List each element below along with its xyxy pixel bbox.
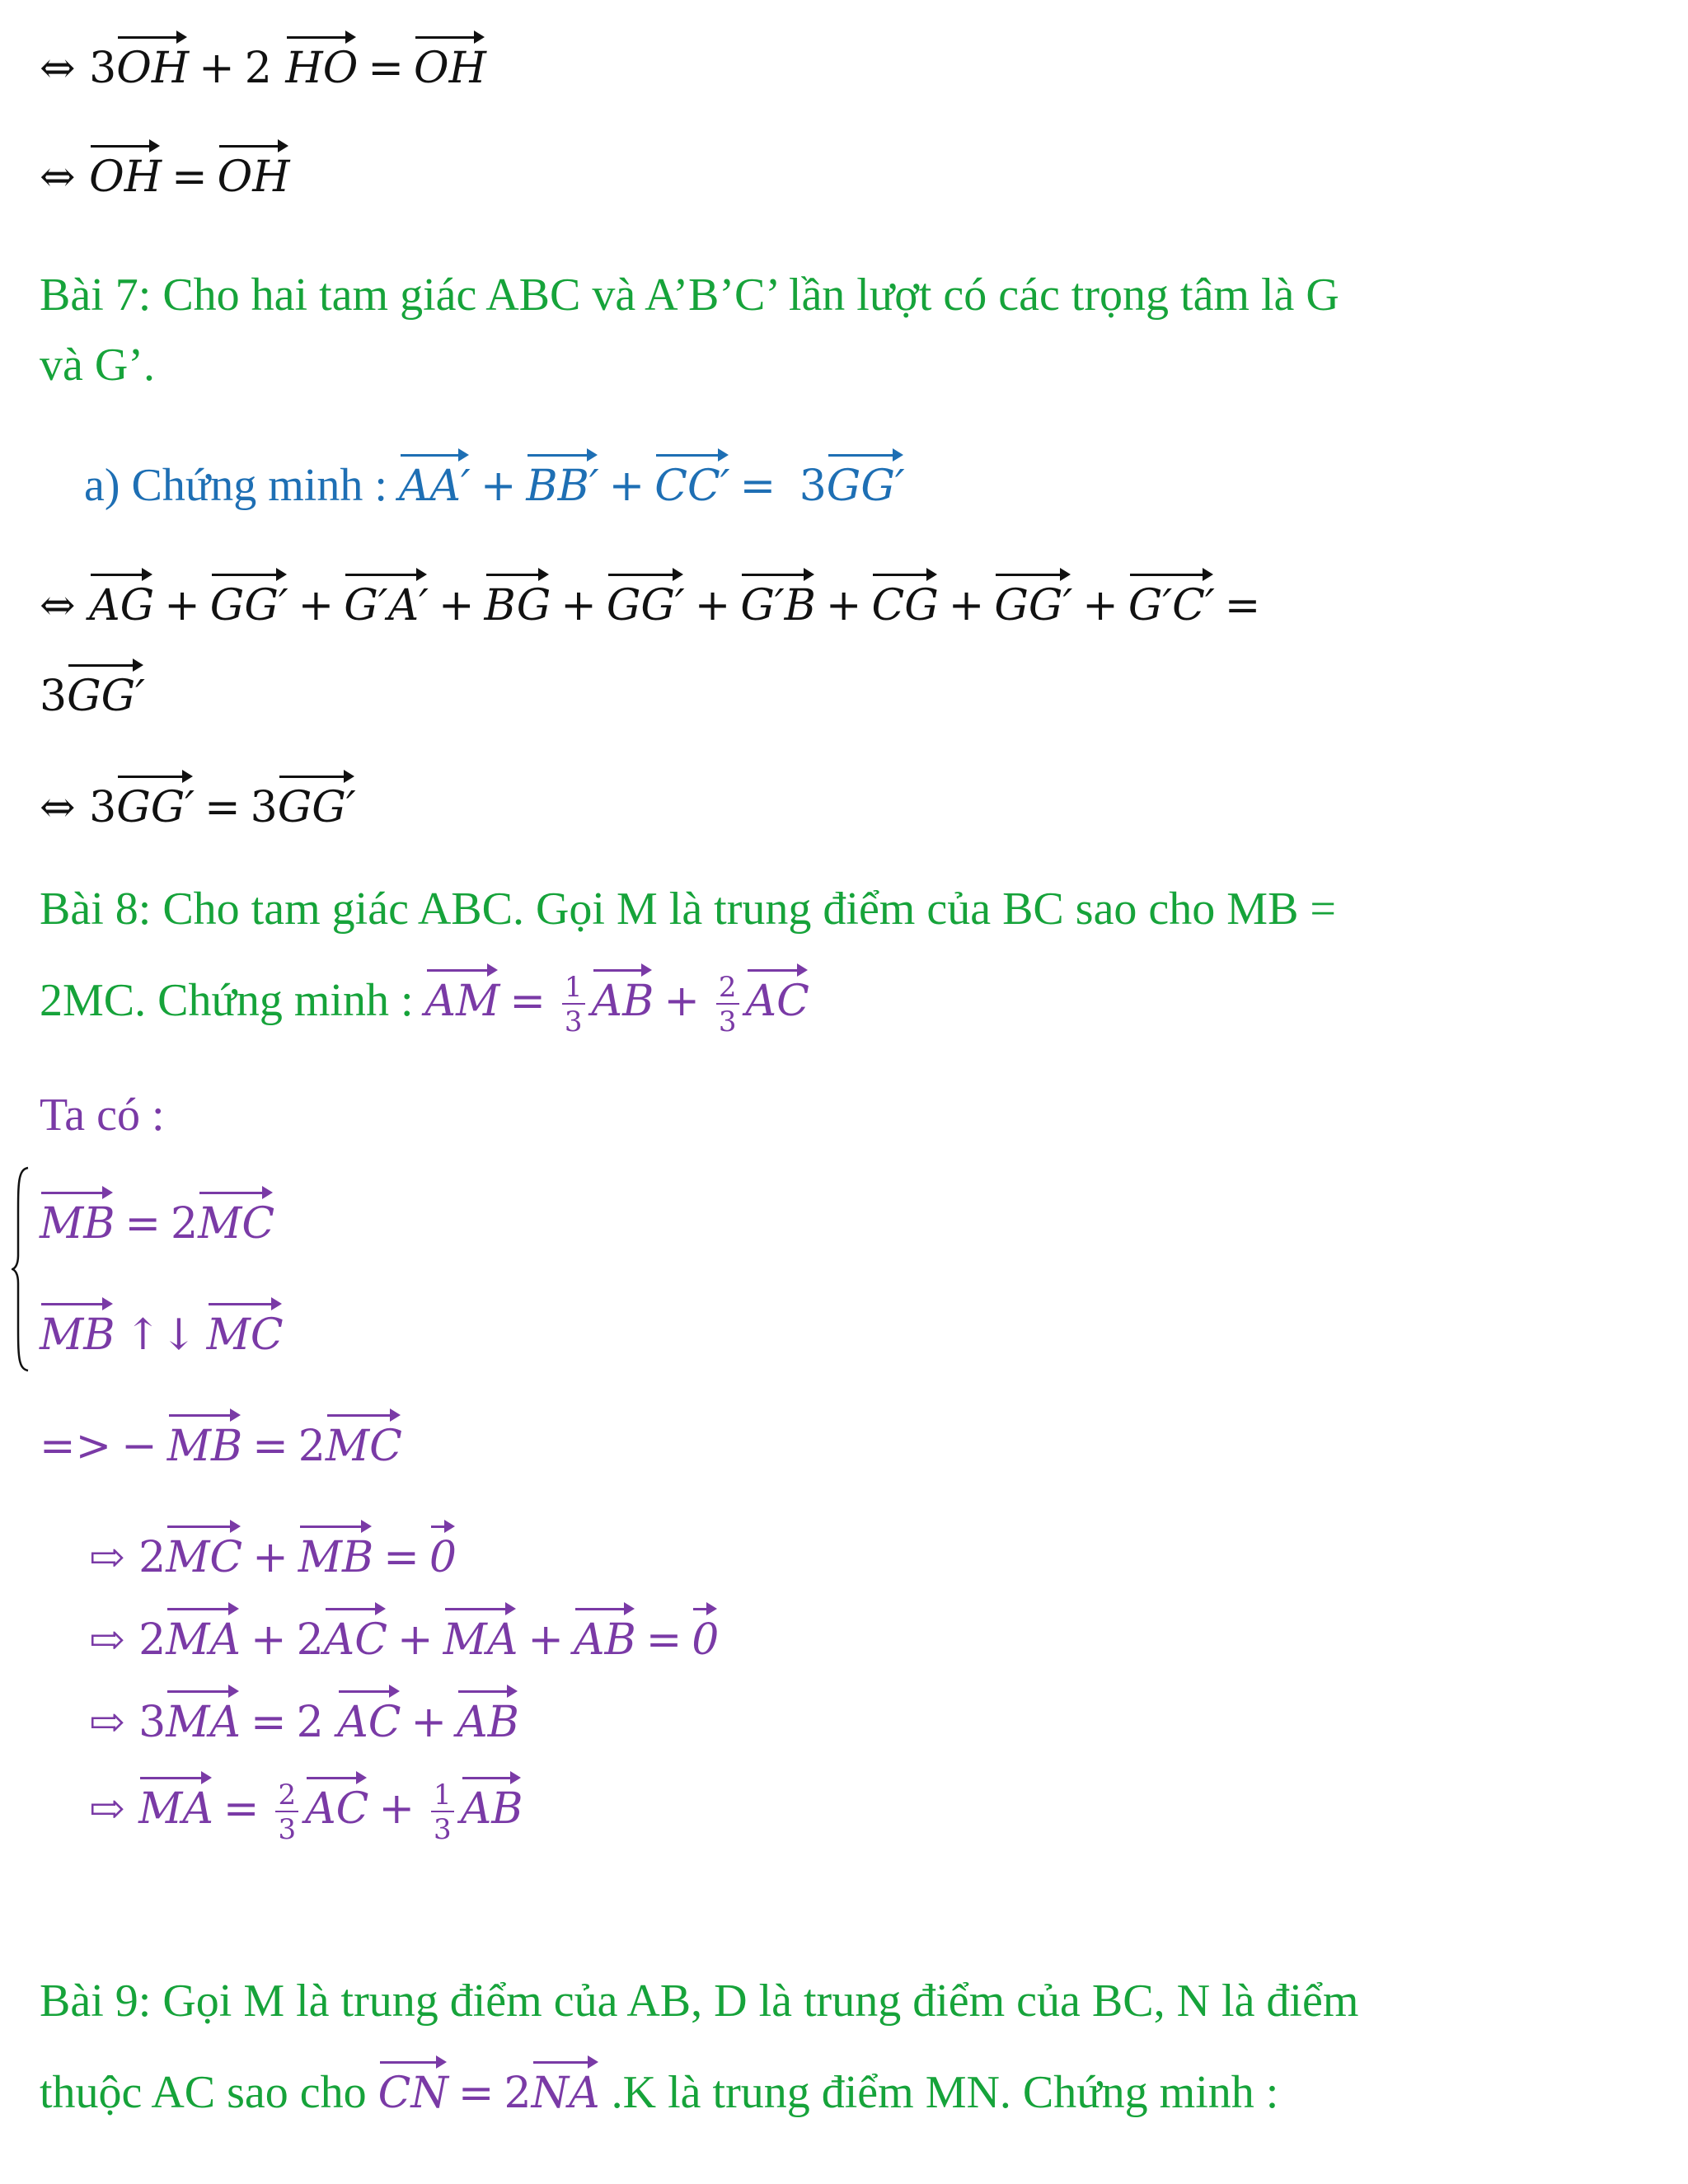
vector-oh: OH: [116, 31, 189, 94]
vector-ac: AC: [337, 1685, 401, 1748]
bai9-label-end: .K là trung điểm MN. Chứng minh :: [599, 2067, 1279, 2118]
step-1: ⇨ 2MC + MB = 0: [89, 1521, 457, 1583]
vector-mb: MB: [40, 1187, 115, 1249]
implies-symbol: =>: [40, 1422, 112, 1471]
vector-zero: 0: [429, 1521, 457, 1583]
vector-ma: MA: [166, 1685, 241, 1748]
vector-mc: MC: [326, 1409, 402, 1472]
equation-sum-cont: 3GG′: [40, 659, 145, 722]
bai7-title-cont: và G’.: [40, 340, 155, 391]
fraction-one-third: $\frac{1}{3}$: [562, 973, 585, 1036]
system-brace: [12, 1166, 30, 1372]
system-line-2: [40, 1298, 284, 1361]
fraction-one-third: $\frac{1}{3}$: [431, 1781, 454, 1844]
vector-mc: MC: [166, 1521, 242, 1583]
vector-gg: GG′: [607, 569, 685, 631]
fraction-two-thirds: $\frac{2}{3}$: [275, 1781, 298, 1844]
vector-aa: AA′: [399, 449, 471, 512]
vector-ab: AB: [592, 964, 654, 1027]
vector-mb: MB: [167, 1409, 242, 1472]
vector-cc: CC′: [654, 449, 729, 512]
bai8-title: Bài 8: Cho tam giác ABC. Gọi M là trung điểm của BC sao cho MB =: [40, 883, 1337, 935]
step-3: ⇨ 3MA = 2 AC + AB: [89, 1685, 519, 1748]
bai9-title-cont: thuộc AC sao cho CN = 2NA .K là trung điểm MN. Chứng minh :: [40, 2056, 1278, 2121]
vector-gg: GG′: [67, 659, 145, 722]
vector-gg: GG′: [278, 771, 356, 833]
vector-ga: G′A′: [344, 569, 429, 631]
vector-gb: G′B: [740, 569, 816, 631]
vector-gg: GG′: [994, 569, 1072, 631]
vector-gg: GG′: [827, 449, 905, 512]
vector-cg: CG: [871, 569, 938, 631]
vector-oh: OH: [218, 140, 290, 203]
vector-na: NA: [532, 2056, 600, 2119]
ta-co: Ta có :: [40, 1090, 165, 1141]
bai9-label: thuộc AC sao cho: [40, 2067, 378, 2118]
vector-oh: OH: [89, 140, 162, 203]
vector-mc: MC: [207, 1298, 284, 1361]
vector-oh: OH: [414, 31, 486, 94]
system-line-1: MB = 2MC: [40, 1187, 274, 1249]
vector-ma: MA: [138, 1772, 213, 1835]
vector-am: AM: [425, 964, 500, 1027]
vector-ac: AC: [746, 964, 809, 1027]
vector-ab: AB: [457, 1685, 519, 1748]
vector-ho: HO: [285, 31, 358, 94]
vector-cn: CN: [378, 2056, 448, 2119]
vector-ma: MA: [166, 1603, 241, 1666]
vector-ac: AC: [324, 1603, 387, 1666]
vector-mb: MB: [40, 1298, 115, 1361]
bai9-title: Bài 9: Gọi M là trung điểm của AB, D là trung điểm của BC, N là điểm: [40, 1975, 1359, 2027]
vector-ma: MA: [443, 1603, 518, 1666]
bai8-title-cont: 2MC. Chứng minh : AM = $\frac{1}{3}$ AB + $\frac{2}{3}$ AC: [40, 964, 809, 1036]
vector-ag: AG: [89, 569, 154, 631]
vector-zero: 0: [692, 1603, 719, 1666]
vector-gc: G′C′: [1128, 569, 1215, 631]
vector-bg: BG: [485, 569, 551, 631]
vector-mc: MC: [198, 1187, 274, 1249]
equation-result-7: ⇔ 3GG′ = 3GG′: [40, 771, 356, 833]
bai8-label: 2MC. Chứng minh :: [40, 975, 425, 1026]
vector-gg: GG′: [210, 569, 288, 631]
equation-sum: ⇔ AG + GG′ + G′A′ + BG + GG′ + G′B + CG + GG′ + G′C′ =: [40, 569, 1270, 631]
vector-bb: BB′: [526, 449, 598, 512]
part-a-label: a) Chứng minh :: [84, 460, 399, 511]
bai7-title: Bài 7: Cho hai tam giác ABC và A’B’C’ lần lượt có các trọng tâm là G: [40, 269, 1339, 321]
equation-line-1: ⇔ 3OH + 2 HO = OH: [40, 31, 486, 94]
vector-mb: MB: [298, 1521, 373, 1583]
fraction-two-thirds: $\frac{2}{3}$: [716, 973, 739, 1036]
equation-line-2: ⇔ OH = OH: [40, 140, 290, 203]
vector-ab: AB: [461, 1772, 523, 1835]
opposite-direction-symbol: ↑↓: [124, 1310, 197, 1360]
vector-gg: GG′: [116, 771, 195, 833]
step-2: ⇨ 2MA + 2AC + MA + AB = 0: [89, 1603, 719, 1666]
part-a: a) Chứng minh : AA′ + BB′ + CC′ = 3GG′: [84, 449, 905, 513]
vector-ab: AB: [574, 1603, 636, 1666]
step-4: ⇨ MA = $\frac{2}{3}$ AC + $\frac{1}{3}$ AB: [89, 1772, 523, 1844]
vector-ac: AC: [305, 1772, 368, 1835]
implies-line: => − MB = 2MC: [40, 1409, 402, 1472]
